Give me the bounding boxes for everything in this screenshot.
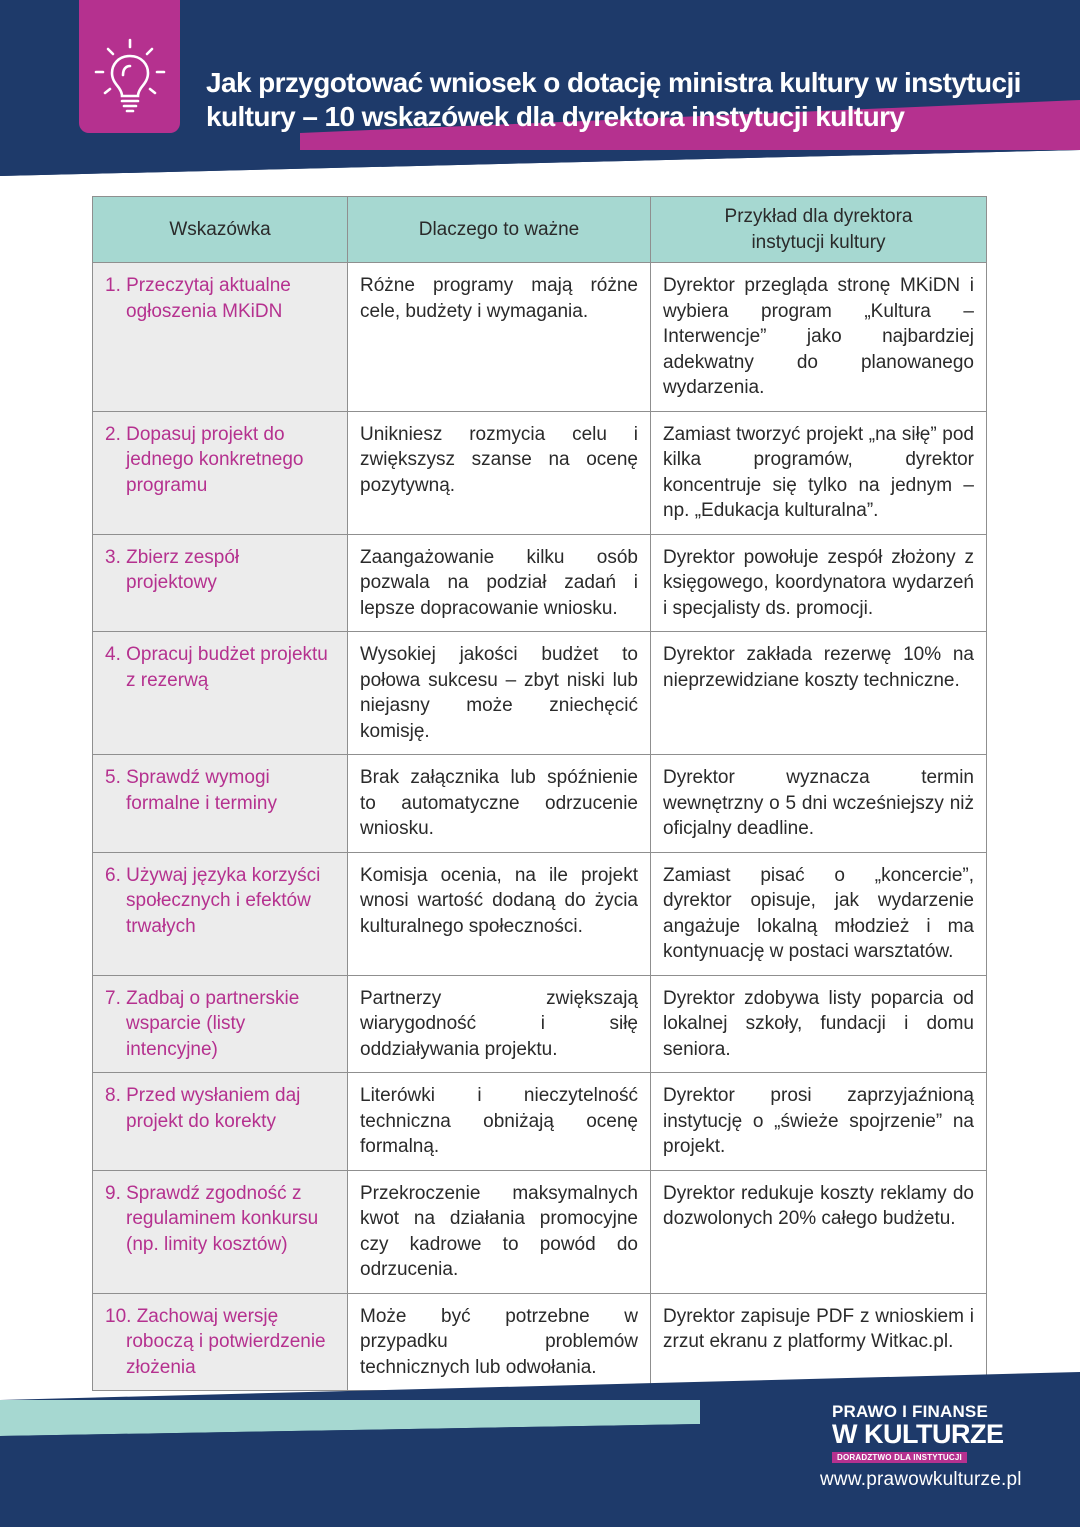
tip-cell: 6. Używaj języka korzyści społecznych i efektów trwałych xyxy=(93,852,348,975)
example-cell: Dyrektor zakłada rezerwę 10% na nieprzewidziane koszty techniczne. xyxy=(651,632,987,755)
table-row xyxy=(93,975,987,1073)
tip-cell: 4. Opracuj budżet projektu z rezerwą xyxy=(93,632,348,755)
tip-cell: 7. Zadbaj o partnerskie wsparcie (listy intencyjne) xyxy=(93,975,348,1073)
why-cell: Zaangażowanie kilku osób pozwala na podział zadań i lepsze dopracowanie wniosku. xyxy=(348,534,651,632)
example-cell: Dyrektor prosi zaprzyjaźnioną instytucję o „świeże spojrzenie” na projekt. xyxy=(651,1073,987,1171)
tip-cell: 1. Przeczytaj aktualne ogłoszenia MKiDN xyxy=(93,263,348,412)
brand-line2: W KULTURZE xyxy=(832,1419,1004,1449)
column-header-tip: Wskazówka xyxy=(93,197,348,263)
example-cell: Dyrektor powołuje zespół złożony z księgowego, koordynatora wydarzeń i specjalisty ds. promocji. xyxy=(651,534,987,632)
why-cell: Różne programy mają różne cele, budżety i wymagania. xyxy=(348,263,651,412)
why-cell: Brak załącznika lub spóźnienie to automatyczne odrzucenie wniosku. xyxy=(348,755,651,853)
tips-table xyxy=(92,196,987,1391)
page-title: Jak przygotować wniosek o dotację ministra kultury w instytucji kultury – 10 wskazówek dla dyrektora instytucji kultury xyxy=(206,67,1021,132)
example-cell: Dyrektor zapisuje PDF z wnioskiem i zrzut ekranu z platformy Witkac.pl. xyxy=(651,1293,987,1391)
table-row xyxy=(93,1073,987,1171)
tip-cell: 9. Sprawdź zgodność z regulaminem konkursu (np. limity kosztów) xyxy=(93,1170,348,1293)
column-header-example: Przykład dla dyrektora instytucji kultury xyxy=(651,197,987,263)
table-row xyxy=(93,1170,987,1293)
table-row xyxy=(93,263,987,412)
brand-logo xyxy=(820,1403,1020,1465)
why-cell: Unikniesz rozmycia celu i zwiększysz szanse na ocenę pozytywną. xyxy=(348,411,651,534)
lightbulb-icon xyxy=(91,38,169,118)
table-header-row xyxy=(93,197,987,263)
example-cell: Zamiast pisać o „koncercie”, dyrektor opisuje, jak wydarzenie angażuje lokalną młodzież i ma kontynuację w postaci warsztatów. xyxy=(651,852,987,975)
why-cell: Partnerzy zwiększają wiarygodność i siłę oddziaływania projektu. xyxy=(348,975,651,1073)
tip-cell: 3. Zbierz zespół projektowy xyxy=(93,534,348,632)
tip-cell: 10. Zachowaj wersję roboczą i potwierdzenie złożenia xyxy=(93,1293,348,1391)
example-cell: Dyrektor zdobywa listy poparcia od lokalnej szkoły, fundacji i domu seniora. xyxy=(651,975,987,1073)
example-cell: Zamiast tworzyć projekt „na siłę” pod kilka programów, dyrektor koncentruje się tylko na jednym – np. „Edukacja kulturalna”. xyxy=(651,411,987,534)
tip-cell: 8. Przed wysłaniem daj projekt do korekty xyxy=(93,1073,348,1171)
example-cell: Dyrektor przegląda stronę MKiDN i wybiera program „Kultura – Interwencje” jako najbardziej adekwatny do planowanego wydarzenia. xyxy=(651,263,987,412)
lightbulb-badge xyxy=(79,0,180,133)
why-cell: Wysokiej jakości budżet to połowa sukcesu – zbyt niski lub niejasny może zniechęcić komisję. xyxy=(348,632,651,755)
table-row xyxy=(93,852,987,975)
brand-tagline: DORADZTWO DLA INSTYTUCJI xyxy=(832,1452,967,1463)
why-cell: Może być potrzebne w przypadku problemów technicznych lub odwołania. xyxy=(348,1293,651,1391)
brand-line1: PRAWO I FINANSE xyxy=(832,1402,989,1421)
column-header-why: Dlaczego to ważne xyxy=(348,197,651,263)
table-row xyxy=(93,632,987,755)
example-cell: Dyrektor redukuje koszty reklamy do dozwolonych 20% całego budżetu. xyxy=(651,1170,987,1293)
example-cell: Dyrektor wyznacza termin wewnętrzny o 5 dni wcześniejszy niż oficjalny deadline. xyxy=(651,755,987,853)
tip-cell: 5. Sprawdź wymogi formalne i terminy xyxy=(93,755,348,853)
why-cell: Przekroczenie maksymalnych kwot na działania promocyjne czy kadrowe to powód do odrzucenia. xyxy=(348,1170,651,1293)
table-row xyxy=(93,534,987,632)
why-cell: Literówki i nieczytelność techniczna obniżają ocenę formalną. xyxy=(348,1073,651,1171)
table-row xyxy=(93,411,987,534)
tip-cell: 2. Dopasuj projekt do jednego konkretnego programu xyxy=(93,411,348,534)
website-link[interactable]: www.prawowkulturze.pl xyxy=(820,1469,1022,1490)
table-row xyxy=(93,755,987,853)
why-cell: Komisja ocenia, na ile projekt wnosi wartość dodaną do życia kulturalnego społeczności. xyxy=(348,852,651,975)
